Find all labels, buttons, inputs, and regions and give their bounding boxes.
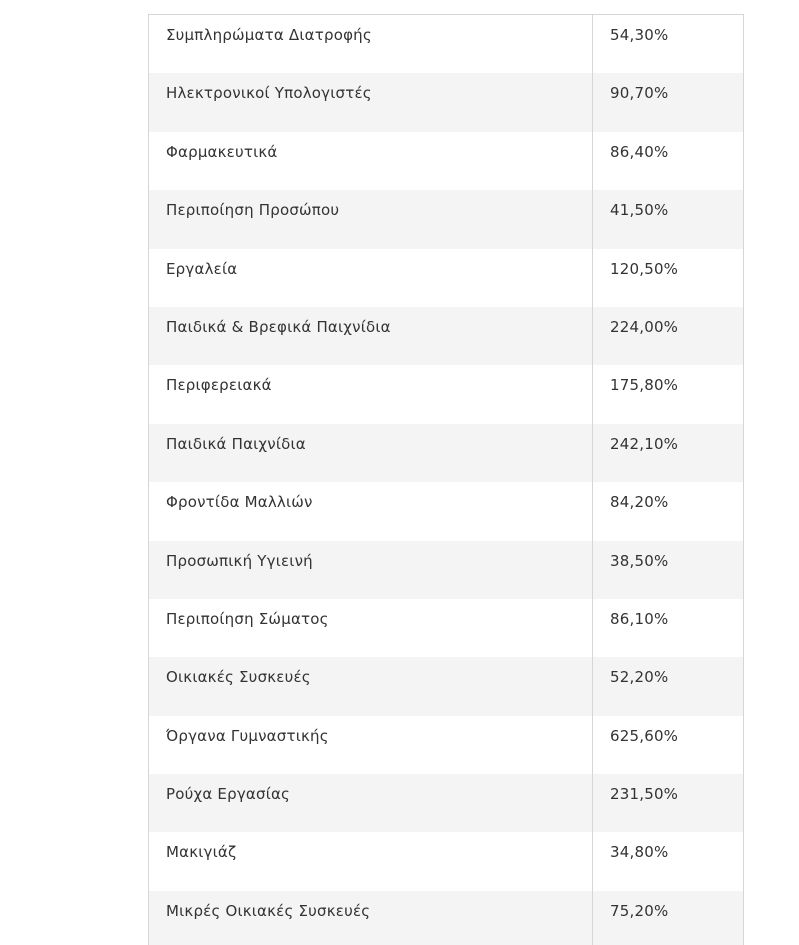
- value-cell: 34,80%: [610, 843, 669, 862]
- table-row: [149, 249, 743, 307]
- category-cell: Περιποίηση Σώματος: [166, 609, 329, 628]
- value-cell: 84,20%: [610, 493, 669, 512]
- category-cell: Ηλεκτρονικοί Υπολογιστές: [166, 84, 372, 103]
- table-row: [149, 832, 743, 890]
- value-cell: 231,50%: [610, 785, 679, 804]
- table-row: [149, 599, 743, 657]
- value-cell: 175,80%: [610, 376, 679, 395]
- category-cell: Περιφερειακά: [166, 376, 272, 395]
- value-cell: 224,00%: [610, 317, 679, 336]
- value-cell: 75,20%: [610, 901, 669, 920]
- column-divider: [592, 15, 593, 945]
- category-growth-table: [148, 14, 744, 945]
- category-cell: Εργαλεία: [166, 259, 238, 278]
- category-cell: Προσωπική Υγιεινή: [166, 551, 313, 570]
- value-cell: 54,30%: [610, 26, 669, 44]
- category-cell: Οικιακές Συσκευές: [166, 668, 311, 687]
- value-cell: 242,10%: [610, 434, 679, 453]
- table-row: [149, 132, 743, 190]
- table-row: [149, 365, 743, 423]
- category-cell: Όργανα Γυμναστικής: [166, 726, 329, 745]
- category-cell: Περιποίηση Προσώπου: [166, 201, 340, 220]
- value-cell: 625,60%: [610, 726, 679, 745]
- value-cell: 86,10%: [610, 609, 669, 628]
- category-cell: Φροντίδα Μαλλιών: [166, 493, 313, 512]
- table-row: [149, 891, 743, 945]
- table-row: [149, 424, 743, 482]
- category-cell: Ρούχα Εργασίας: [166, 785, 291, 804]
- value-cell: 41,50%: [610, 201, 669, 220]
- table-row: [149, 774, 743, 832]
- category-cell: Παιδικά & Βρεφικά Παιχνίδια: [166, 317, 391, 336]
- value-cell: 52,20%: [610, 668, 669, 687]
- value-cell: 38,50%: [610, 551, 669, 570]
- table-row: [149, 541, 743, 599]
- table-row: [149, 716, 743, 774]
- table-row: [149, 307, 743, 365]
- table-row: [149, 73, 743, 131]
- category-cell: Παιδικά Παιχνίδια: [166, 434, 306, 453]
- category-cell: Μικρές Οικιακές Συσκευές: [166, 901, 371, 920]
- category-cell: Φαρμακευτικά: [166, 142, 278, 161]
- table-row: [149, 15, 743, 73]
- category-cell: Μακιγιάζ: [166, 843, 237, 862]
- table-row: [149, 657, 743, 715]
- value-cell: 90,70%: [610, 84, 669, 103]
- table-row: [149, 190, 743, 248]
- table-row: [149, 482, 743, 540]
- value-cell: 120,50%: [610, 259, 679, 278]
- category-cell: Συμπληρώματα Διατροφής: [166, 26, 372, 44]
- value-cell: 86,40%: [610, 142, 669, 161]
